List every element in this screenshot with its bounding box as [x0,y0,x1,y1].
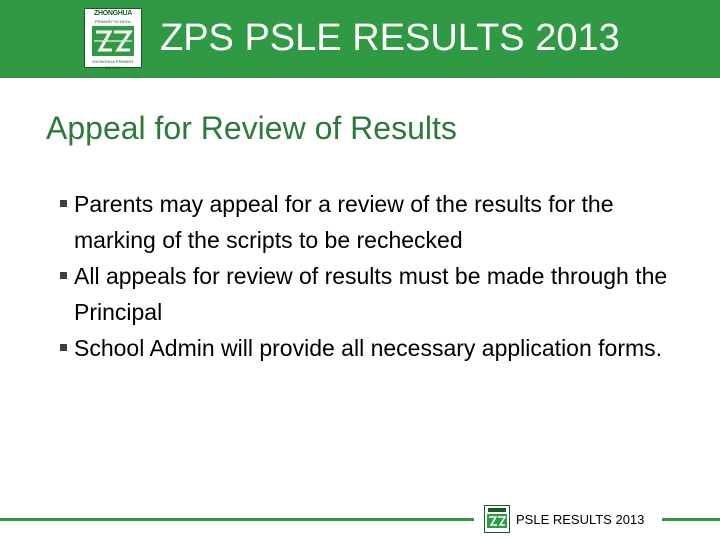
logo-top-text: ZHONGHUA [93,10,133,17]
footer-text: PSLE RESULTS 2013 [516,512,645,527]
bullet-list [60,186,700,366]
slide-title: Appeal for Review of Results [46,110,457,146]
logo-bottom-text: ZHONGHUA PRIMARY SCHOOL [92,59,134,70]
logo-sub-text: PRIMARY SCHOOL [94,19,132,24]
bullet-text: All appeals for review of results must be made through the Principal [74,263,668,325]
bullet-square-icon [60,344,67,351]
list-item [60,330,700,366]
bullet-text: Parents may appeal for a review of the results for the marking of the scripts to be rechecked [74,191,614,253]
list-item [60,258,700,330]
list-item [60,186,700,258]
school-logo [84,8,142,68]
bullet-square-icon [60,272,67,279]
footer-logo-icon [484,505,510,533]
bullet-square-icon [60,200,67,207]
bullet-text: School Admin will provide all necessary application forms. [74,335,663,361]
header-title: ZPS PSLE RESULTS 2013 [160,17,620,59]
school-crest-icon [92,26,134,56]
footer [474,504,662,536]
header-bar [0,0,720,78]
